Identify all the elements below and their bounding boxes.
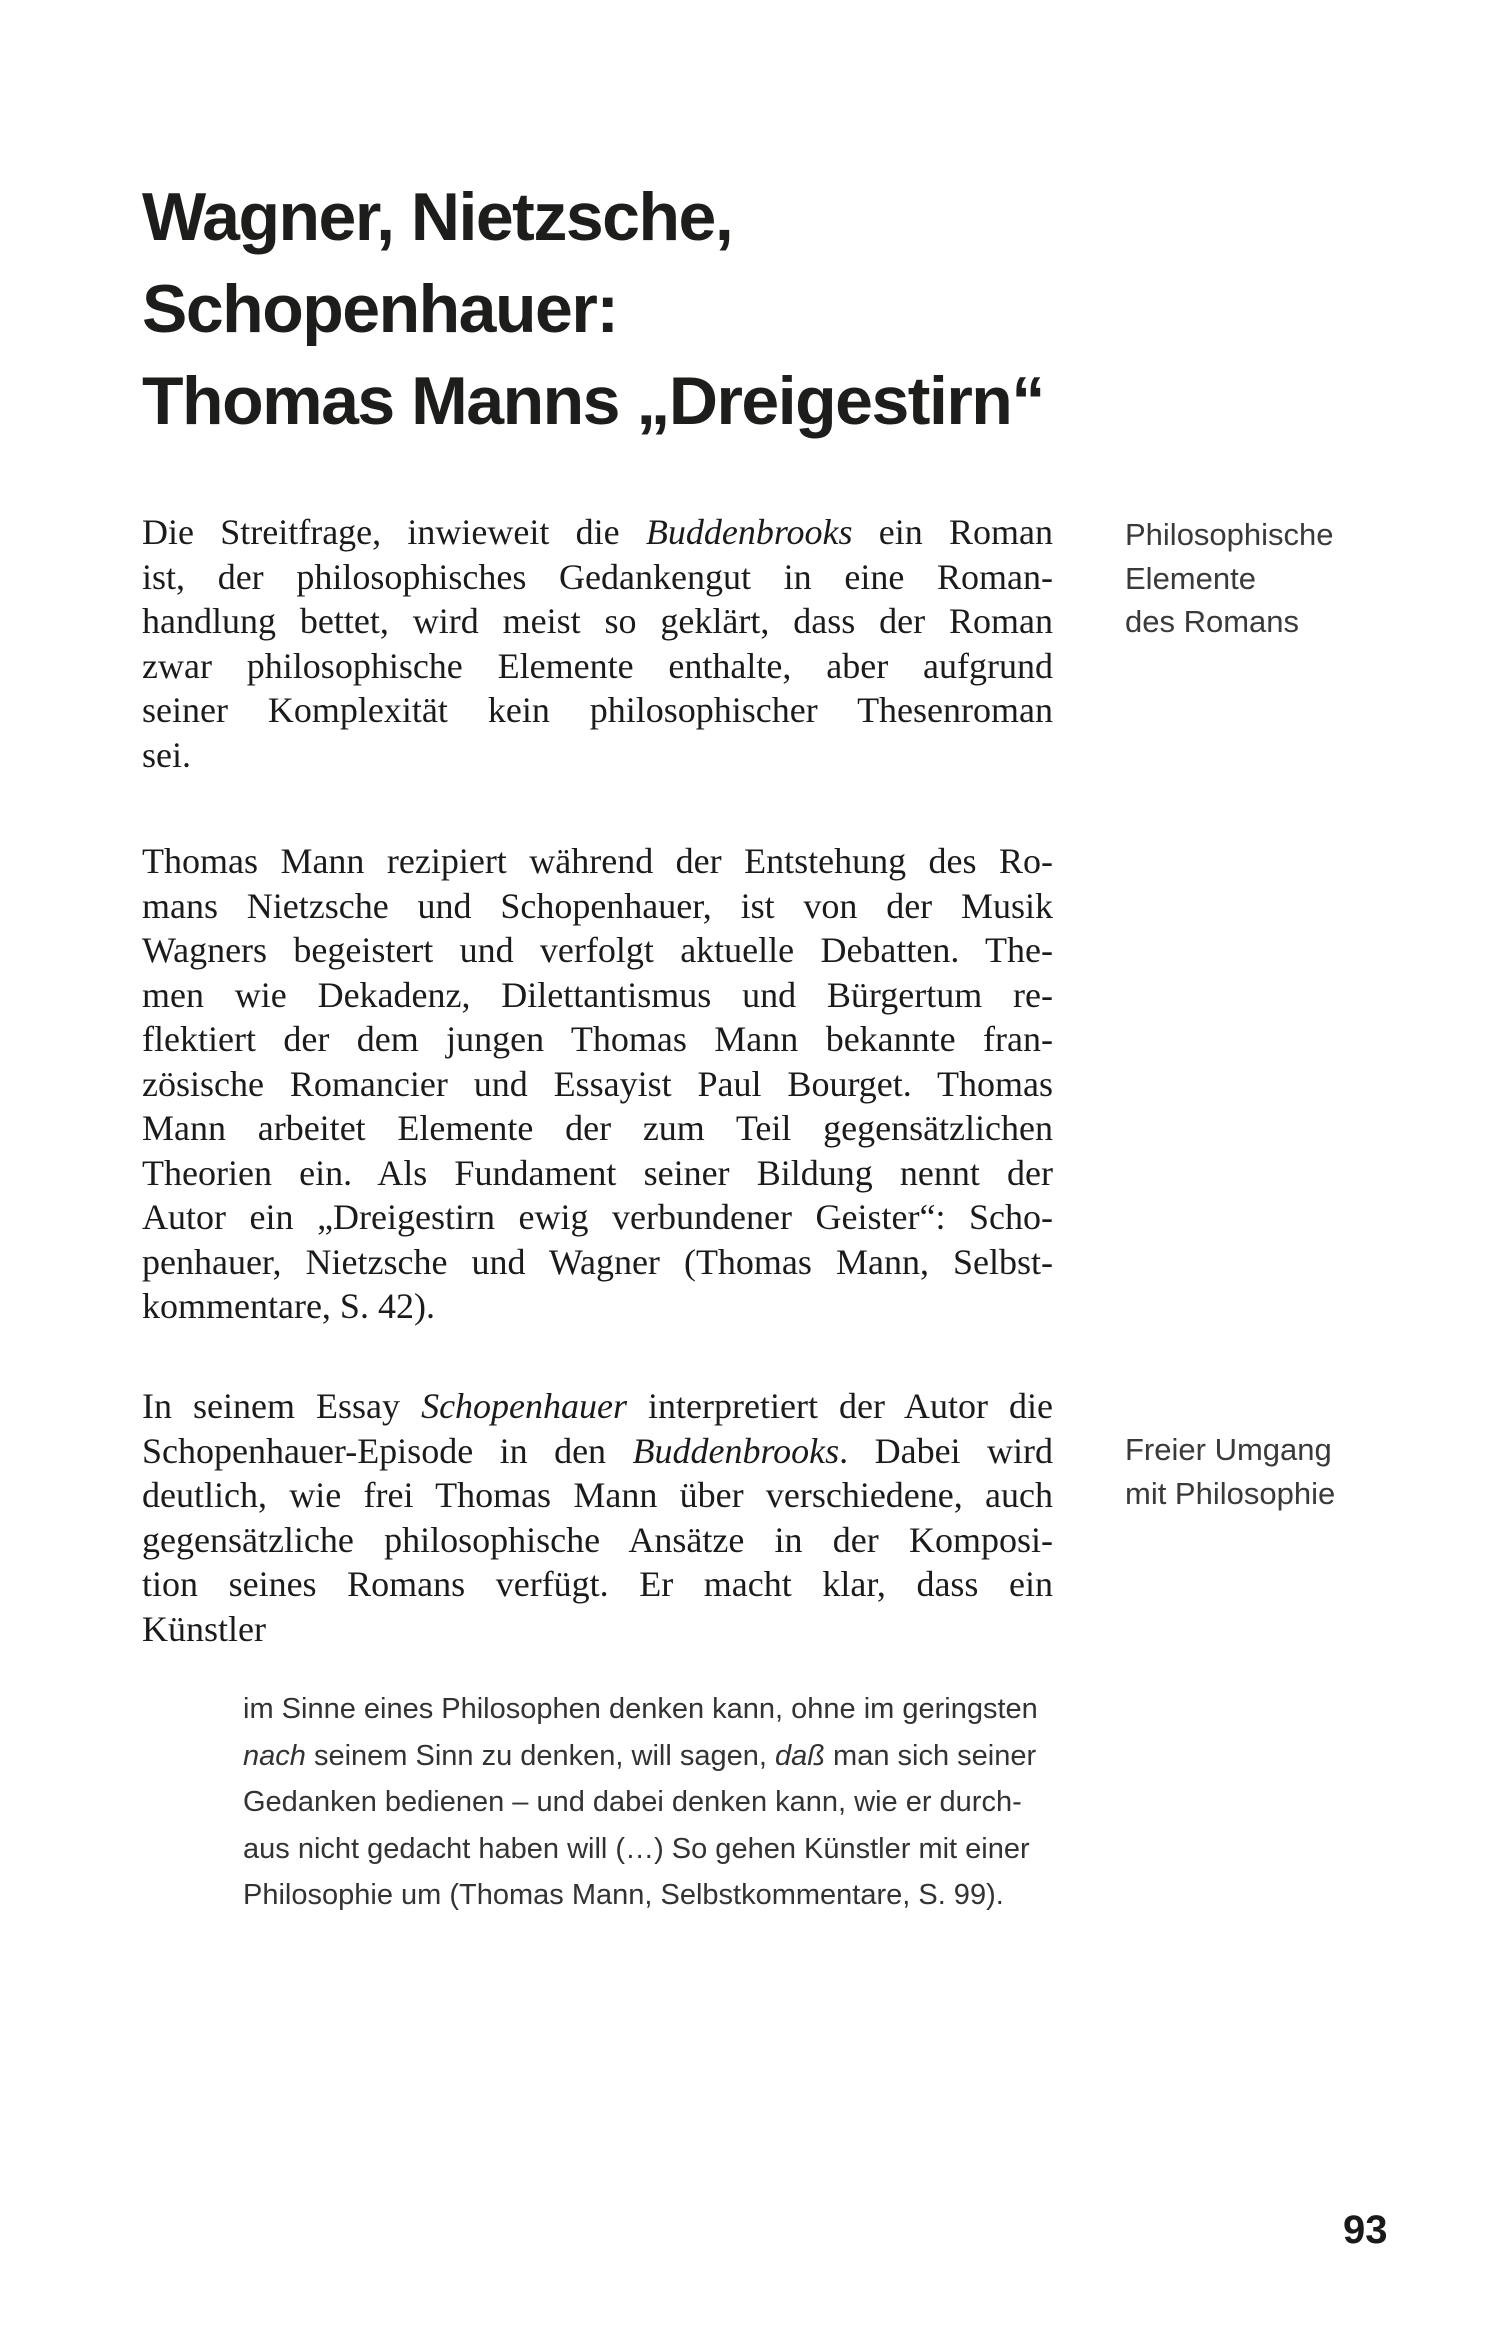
text-segment: aus nicht gedacht haben will (…) So gehen Künstler mit einer bbox=[243, 1832, 1030, 1865]
text-line bbox=[142, 688, 1053, 733]
margin-note-2 bbox=[1125, 1428, 1455, 1515]
text-line bbox=[142, 1284, 1053, 1329]
text-line bbox=[142, 928, 1053, 973]
text-segment: Autor ein „Dreigestirn ewig verbundener Geister“: Scho- bbox=[142, 1197, 1053, 1237]
text-line bbox=[142, 839, 1053, 884]
italic-text: nach bbox=[243, 1739, 306, 1772]
text-segment: . Dabei wird bbox=[839, 1430, 1054, 1471]
text-segment: seinem Sinn zu denken, will sagen, bbox=[305, 1739, 775, 1772]
text-segment: kommentare, S. 42). bbox=[142, 1286, 435, 1326]
text-segment: Die Streitfrage, inwieweit die bbox=[142, 512, 646, 552]
text-line bbox=[142, 1518, 1053, 1563]
text-segment: Thomas Mann rezipiert während der Entstehung des Ro- bbox=[142, 841, 1053, 881]
italic-text: Buddenbrooks bbox=[645, 512, 853, 552]
text-line bbox=[142, 973, 1053, 1018]
italic-text: daß bbox=[775, 1739, 825, 1772]
title-line-1: Wagner, Nietzsche, bbox=[142, 179, 733, 255]
text-segment: seiner Komplexität kein philosophischer Thesenroman bbox=[142, 690, 1053, 730]
text-segment: Künstler bbox=[142, 1608, 266, 1649]
text-segment: handlung bettet, wird meist so geklärt, dass der Roman bbox=[142, 601, 1053, 641]
text-segment: gegensätzliche philosophische Ansätze in der Komposi- bbox=[142, 1519, 1053, 1560]
margin-note-line: des Romans bbox=[1125, 604, 1300, 639]
text-line bbox=[142, 1062, 1053, 1107]
text-segment: man sich seiner bbox=[824, 1739, 1037, 1772]
text-segment: sei. bbox=[142, 734, 191, 775]
margin-note-line: mit Philosophie bbox=[1125, 1475, 1336, 1511]
text-segment: ist, der philosophisches Gedankengut in eine Roman- bbox=[142, 556, 1053, 597]
title-line-2: Schopenhauer: bbox=[142, 271, 618, 347]
text-segment: deutlich, wie frei Thomas Mann über verschiedene, auch bbox=[142, 1475, 1053, 1515]
text-line bbox=[142, 733, 1053, 778]
text-segment: In seinem Essay bbox=[142, 1386, 422, 1426]
block-quote bbox=[243, 1686, 1103, 1919]
text-line bbox=[142, 1384, 1053, 1429]
text-segment: mans Nietzsche und Schopenhauer, ist von der Musik bbox=[142, 885, 1053, 926]
margin-note-line: Freier Umgang bbox=[1125, 1432, 1332, 1467]
title-line-3: Thomas Manns „Dreigestirn“ bbox=[142, 363, 1044, 439]
text-segment: zösische Romancier und Essayist Paul Bourget. Thomas bbox=[142, 1063, 1053, 1104]
text-line bbox=[142, 1106, 1053, 1151]
italic-text: Schopenhauer bbox=[421, 1386, 628, 1426]
text-segment: Schopenhauer-Episode in den bbox=[142, 1430, 633, 1471]
text-line bbox=[142, 884, 1053, 929]
text-line bbox=[142, 644, 1053, 689]
margin-note-line: Philosophische bbox=[1125, 517, 1334, 552]
body-paragraph-3 bbox=[142, 1384, 1053, 1651]
text-segment: im Sinne eines Philosophen denken kann, ohne im geringsten bbox=[243, 1693, 1038, 1725]
margin-note-1 bbox=[1125, 513, 1455, 644]
text-segment: penhauer, Nietzsche und Wagner (Thomas Mann, Selbst- bbox=[142, 1241, 1053, 1282]
text-segment: Wagners begeistert und verfolgt aktuelle Debatten. The- bbox=[142, 930, 1053, 970]
text-line bbox=[142, 1151, 1053, 1196]
text-line bbox=[142, 599, 1053, 644]
text-segment: men wie Dekadenz, Dilettantismus und Bürgertum re- bbox=[142, 974, 1053, 1015]
text-line bbox=[243, 1826, 1103, 1873]
body-paragraph-1 bbox=[142, 510, 1053, 777]
text-line bbox=[142, 1473, 1053, 1518]
text-line bbox=[243, 1779, 1103, 1826]
text-segment: flektiert der dem jungen Thomas Mann bekannte fran- bbox=[142, 1019, 1053, 1059]
text-segment: interpretiert der Autor die bbox=[627, 1386, 1054, 1426]
text-line bbox=[142, 510, 1053, 555]
text-segment: zwar philosophische Elemente enthalte, aber aufgrund bbox=[142, 645, 1053, 686]
text-line bbox=[243, 1872, 1103, 1919]
text-line bbox=[243, 1733, 1103, 1780]
text-segment: Philosophie um (Thomas Mann, Selbstkommentare, S. 99). bbox=[243, 1879, 1004, 1911]
body-paragraph-2 bbox=[142, 839, 1053, 1329]
text-line bbox=[142, 1562, 1053, 1607]
italic-text: Buddenbrooks bbox=[632, 1430, 840, 1471]
text-line bbox=[142, 1017, 1053, 1062]
margin-note-line: Elemente bbox=[1125, 560, 1256, 596]
page-title bbox=[142, 171, 1044, 447]
text-line bbox=[243, 1686, 1103, 1733]
text-line bbox=[142, 1607, 1053, 1652]
text-line bbox=[142, 555, 1053, 600]
text-segment: Theorien ein. Als Fundament seiner Bildung nennt der bbox=[142, 1152, 1053, 1193]
text-line bbox=[142, 1429, 1053, 1474]
page-number: 93 bbox=[1343, 2208, 1388, 2252]
text-segment: tion seines Romans verfügt. Er macht klar, dass ein bbox=[142, 1564, 1053, 1604]
text-line bbox=[142, 1240, 1053, 1285]
text-segment: ein Roman bbox=[852, 512, 1053, 552]
text-segment: Gedanken bedienen – und dabei denken kann, wie er durch- bbox=[243, 1786, 1022, 1818]
text-line bbox=[142, 1195, 1053, 1240]
text-segment: Mann arbeitet Elemente der zum Teil gegensätzlichen bbox=[142, 1108, 1053, 1148]
